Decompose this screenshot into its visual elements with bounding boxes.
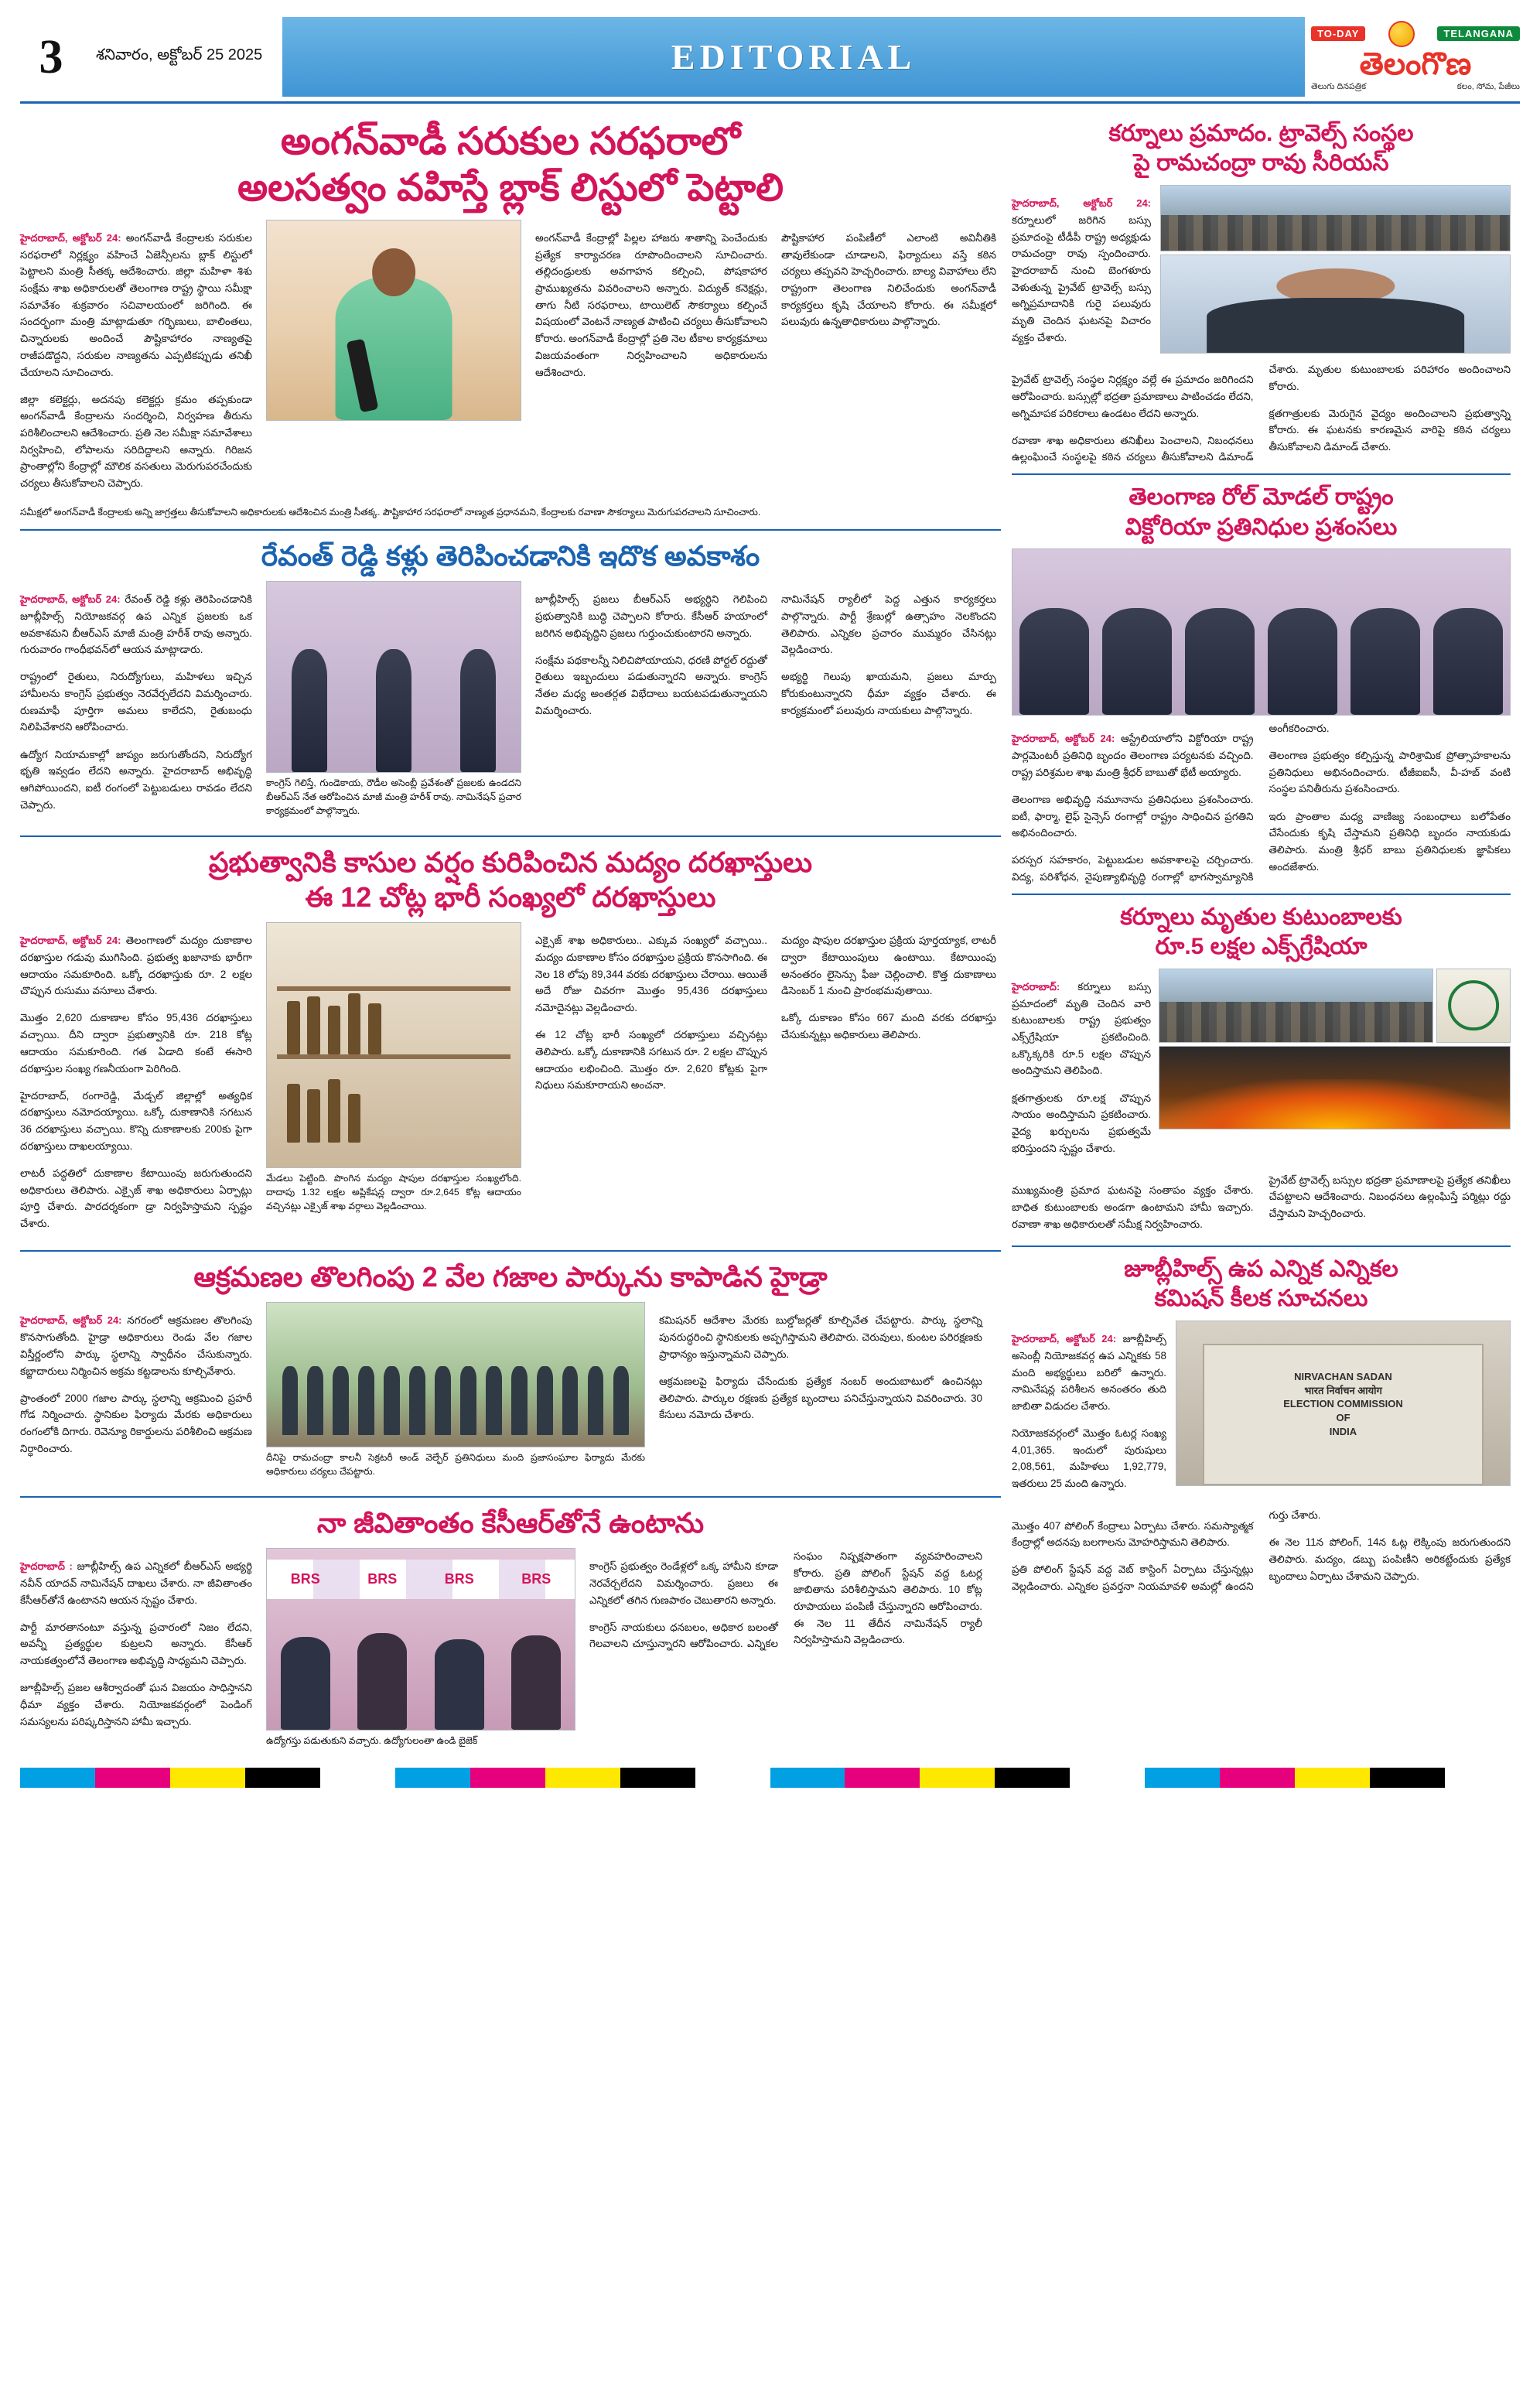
logo-sub-left: తెలుగు దినపత్రిక: [1311, 81, 1367, 91]
brs-banner-label: BRS: [290, 1571, 320, 1587]
article-liquor-body-8: ఒక్కో దుకాణం కోసం 667 మంది వరకు దరఖాస్తు చేసుకున్నట్లు అధికారులు తెలిపారు.: [781, 1012, 996, 1041]
article-victoria-body-3: పరస్పర సహకారం, పెట్టుబడుల అవకాశాలపై చర్చించారు. విద్య, పరిశోధన, నైపుణ్యాభివృద్ధి రంగాల్లో భాగస్వామ్యానికి అంగీకరించారు.: [1012, 722, 1330, 883]
headline-line-2: ఈ 12 చోట్ల భారీ సంఖ్యలో దరఖాస్తులు: [305, 880, 716, 913]
section-title: EDITORIAL: [671, 37, 917, 77]
brs-banner-label: BRS: [521, 1571, 551, 1587]
article-kurnool-body-1: [1012, 195, 1151, 346]
article-kurnool-accident: [1012, 119, 1511, 466]
article-victoria-headline: [1012, 483, 1511, 542]
eci-sign-line-2: भारत निर्वाचन आयोग: [1304, 1384, 1382, 1396]
article-hydra-caption: దీనిపై రామచంద్రా కాలనీ సెక్రటరీ అండ్ వెల్ఫేర్ ప్రతినిధులు మంది ప్రజాసంఘాల ఫిర్యాదు మేరకు అధికారులు చర్యలు చేపట్టారు.: [266, 1452, 645, 1478]
article-liquor-body-5: ఎక్సైజ్ శాఖ అధికారులు.. ఎక్కువ సంఖ్యలో వచ్చాయి.. మద్యం దుకాణాల కోసం దరఖాస్తుల ప్రక్రియ కొనసాగింది. ఈ నెల 18 లోపు 89,344 వరకు దరఖాస్తులు చేరాయి. ఆయితే అదే రోజు చివరగా మొత్తం 95,436 దరఖాస్తులు నమోదైనట్లు వెల్లడించారు.: [535, 935, 767, 1014]
article-revanth-body-7: అభ్యర్థి గెలుపు ఖాయమని, ప్రజలు మార్పు కోరుకుంటున్నారని ధీమా వ్యక్తం చేశారు. ఈ కార్యక్రమంలో పలువురు నాయకులు పాల్గొన్నారు.: [781, 671, 996, 716]
article-revanth-body-2: రాష్ట్రంలో రైతులు, నిరుద్యోగులు, మహిళలు ఇచ్చిన హామీలను కాంగ్రెస్ ప్రభుత్వం నెరవేర్చలేదని విమర్శించారు. రుణమాఫీ పూర్తిగా అమలు కాలేదని, రైతుబంధు నిలిపివేశారని ఆరోపించారు.: [20, 671, 252, 733]
article-eci-body-5: ఈ నెల 11న పోలింగ్, 14న ఓట్ల లెక్కింపు జరుగుతుందని తెలిపారు. మద్యం, డబ్బు పంపిణీని అరికట్టేందుకు ప్రత్యేక బృందాలు ఏర్పాటు చేశామని చెప్పారు.: [1269, 1536, 1511, 1582]
article-kcr-photo: [266, 1548, 575, 1731]
article-liquor-photo: [266, 922, 521, 1168]
article-liquor-body-2: మొత్తం 2,620 దుకాణాల కోసం 95,436 దరఖాస్తులు వచ్చాయి. దీని ద్వారా ప్రభుత్వానికి రూ. 218 కోట్ల ఆదాయం సమకూరింది. గత ఏడాది కంటే ఈసారి దరఖాస్తుల సంఖ్య గణనీయంగా పెరిగింది.: [20, 1012, 252, 1075]
article-revanth-body-1: [20, 591, 252, 658]
eci-sign-line-4: OF: [1336, 1411, 1350, 1423]
article-victoria-photo: [1012, 548, 1511, 716]
article-kcr-caption: ఉద్యోగస్తు పడుతుకుని వచ్చారు. ఉద్యోగులంతా ఉండి బైజెక్: [266, 1734, 478, 1746]
headline-line-1: కర్నూలు ప్రమాదం. ట్రావెల్స్ సంస్థల: [1108, 121, 1414, 146]
logo-wordmark: తెలంగొణ: [1359, 46, 1472, 81]
article-exgratia-body-2: క్షతగాత్రులకు రూ.లక్ష చొప్పున సాయం అందిస్తామని ప్రకటించారు. వైద్య ఖర్చులను ప్రభుత్వమే భరిస్తుందని స్పష్టం చేశారు.: [1012, 1092, 1151, 1154]
dateline: హైదరాబాద్, అక్టోబర్ 24:: [1012, 197, 1151, 210]
article-hydra-body-3: కమిషనర్ ఆదేశాల మేరకు బుల్డోజర్లతో కూల్చివేత చేపట్టారు. పార్కు స్థలాన్ని పునరుద్ధరించి స్థానికులకు అప్పగిస్తామని తెలిపారు. చెరువులు, కుంటల పరిరక్షణకు ప్రాధాన్యం ఇస్తున్నామని చెప్పారు.: [659, 1314, 982, 1360]
headline-line-2: అలసత్వం వహిస్తే బ్లాక్ లిస్టులో పెట్టాలి: [237, 166, 784, 209]
article-revanth-body-3: ఉద్యోగ నియామకాల్లో జాప్యం జరుగుతోందని, నిరుద్యోగ భృతి ఇవ్వడం లేదని అన్నారు. హైదరాబాద్ అభివృద్ధి ఆగిపోయిందని, ఐటీ రంగంలో పెట్టుబడులు రావడం లేదని చెప్పారు.: [20, 748, 252, 811]
headline-line-2: రూ.5 లక్షల ఎక్స్‌గ్రేషియా: [1155, 934, 1368, 960]
article-victoria: [1012, 483, 1511, 886]
date-line: శనివారం, అక్టోబర్ 25 2025: [96, 46, 263, 63]
article-liquor-body-3: హైదరాబాద్, రంగారెడ్డి, మేడ్చల్ జిల్లాల్లో అత్యధిక దరఖాస్తులు నమోదయ్యాయి. ఒక్కో దుకాణానికి సగటున 36 దరఖాస్తులు వచ్చాయి. కొన్ని దుకాణాలకు 200కు పైగా దరఖాస్తులు దాఖలయ్యాయి.: [20, 1089, 252, 1152]
article-anganwadi-caption: సమీక్షలో అంగన్‌వాడీ కేంద్రాలకు అన్ని జాగ్రత్తలు తీసుకోవాలని అధికారులకు ఆదేశించిన మంత్రి సీతక్క. పౌష్టికాహార సరఫరాలో నాణ్యత ప్రధానమని, కేంద్రాలకు రవాణా సౌకర్యాలు మెరుగుపరచాలని సూచించారు.: [20, 507, 761, 518]
article-victoria-body-1: [1012, 730, 1254, 781]
article-hydra-headline: ఆక్రమణల తొలగింపు 2 వేల గజాల పార్కును కాపాడిన హైడ్రా: [193, 1261, 828, 1293]
article-revanth-body-6: నామినేషన్ ర్యాలీలో పెద్ద ఎత్తున కార్యకర్తలు పాల్గొన్నారు. పార్టీ శ్రేణుల్లో ఉత్సాహం నెలకొందని తెలిపారు. ఎన్నికల ప్రచారం ముమ్మరం చేసినట్లు వెల్లడించారు.: [781, 593, 996, 656]
article-kurnool-photo-portrait: [1160, 255, 1511, 354]
body-text: కర్నూలులో జరిగిన బస్సు ప్రమాదంపై టీడీపీ రాష్ట్ర అధ్యక్షుడు రామచంద్రా రావు స్పందించారు. హైదరాబాద్ నుంచి బెంగళూరు వెళుతున్న ప్రైవేట్ ట్రావెల్స్ బస్సు అగ్నిప్రమాదానికి గురై పలువురు మృతి చెందిన ఘటనపై విచారం వ్యక్తం చేశారు.: [1012, 214, 1151, 343]
headline-line-1: ప్రభుత్వానికి కాసుల వర్షం కురిపించిన మద్యం దరఖాస్తులు: [208, 846, 813, 878]
eci-sign-line-1: NIRVACHAN SADAN: [1294, 1371, 1392, 1383]
dateline: హైదరాబాద్, అక్టోబర్ 24:: [20, 935, 121, 947]
article-kcr: [20, 1505, 1001, 1757]
article-exgratia-body-1: [1012, 979, 1151, 1079]
headline-line-2: కమిషన్ కీలక సూచనలు: [1154, 1286, 1368, 1312]
article-kurnool-headline: [1012, 119, 1511, 179]
article-exgratia-body-3: ముఖ్యమంత్రి ప్రమాద ఘటనపై సంతాపం వ్యక్తం చేశారు. బాధిత కుటుంబాలకు అండగా ఉంటామని హామీ ఇచ్చారు. రవాణా శాఖ అధికారులతో సమీక్ష నిర్వహించారు.: [1012, 1184, 1254, 1230]
article-hydra-body-4: ఆక్రమణలపై ఫిర్యాదు చేసేందుకు ప్రత్యేక నంబర్ అందుబాటులో ఉంచినట్లు తెలిపారు. పార్కుల రక్షణకు ప్రత్యేక బృందాలు పనిచేస్తున్నాయని వివరించారు. 30 కేసులు నమోదు చేశారు.: [659, 1375, 982, 1421]
article-kcr-body-4: కాంగ్రెస్ ప్రభుత్వం రెండేళ్లలో ఒక్క హామీని కూడా నెరవేర్చలేదని విమర్శించారు. ప్రజలు ఈ ఎన్నికలో తగిన గుణపాఠం చెబుతారని అన్నారు.: [589, 1560, 778, 1606]
body-text: కర్నూలు బస్సు ప్రమాదంలో మృతి చెందిన వారి కుటుంబాలకు రాష్ట్ర ప్రభుత్వం ఎక్స్‌గ్రేషియా ప్రకటించింది. ఒక్కొక్కరికి రూ.5 లక్షల చొప్పున అందిస్తామని తెలిపింది.: [1012, 980, 1151, 1077]
globe-icon: [1388, 21, 1415, 47]
right-column: [1012, 116, 1511, 1757]
body-text: తెలంగాణలో మద్యం దుకాణాల దరఖాస్తుల గడువు ముగిసింది. ప్రభుత్వ ఖజానాకు భారీగా ఆదాయం సమకూరింది. ఒక్కో దరఖాస్తుకు రూ. 2 లక్షల చొప్పున రుసుము వసూలు చేశారు.: [20, 935, 252, 997]
article-kurnool-body-3: రవాణా శాఖ అధికారులు తనిఖీలు పెంచాలని, నిబంధనలు ఉల్లంఘించే సంస్థలపై కఠిన చర్యలు తీసుకోవాలని డిమాండ్ చేశారు. మృతుల కుటుంబాలకు పరిహారం అందించాలని కోరారు.: [1012, 363, 1511, 463]
article-kcr-body-5: కాంగ్రెస్ నాయకులు ధనబలం, అధికార బలంతో గెలవాలని చూస్తున్నారని ఆరోపించారు. ఎన్నికల సంఘం నిష్పక్షపాతంగా వ్యవహరించాలని కోరారు. ప్రతి పోలింగ్ స్టేషన్ వద్ద ఓటర్ల జాబితాను పరిశీలిస్తామని తెలిపారు. 10 కోట్ల రూపాయలు పంపిణీ చేస్తున్నారని ఆరోపించారు. ఈ నెల 11 తేదీన నామినేషన్ ర్యాలీ నిర్వహిస్తామని వెల్లడించారు.: [589, 1550, 982, 1650]
body-text: నగరంలో ఆక్రమణల తొలగింపు కొనసాగుతోంది. హైడ్రా అధికారులు రెండు వేల గజాల విస్తీర్ణంలోని పార్కు స్థలాన్ని స్వాధీనం చేసుకున్నారు. కబ్జాదారులు నిర్మించిన అక్రమ కట్టడాలను కూల్చివేశారు.: [20, 1314, 252, 1377]
article-liquor-caption: మేడలు పెట్టింది. పొంగిన మద్యం షాపుల దరఖాస్తుల సంఖ్యలోంది. దాదాపు 1.32 లక్షల అప్లికేషన్ల ద్వారా రూ.2,645 కోట్ల ఆదాయం వచ్చినట్లు ఎక్సైజ్ శాఖ వర్గాలు వెల్లడించాయి.: [266, 1172, 521, 1212]
article-kcr-body-1: [20, 1558, 252, 1608]
article-exgratia-photo-fire: [1159, 1046, 1511, 1129]
body-text: ఆస్ట్రేలియాలోని విక్టోరియా రాష్ట్ర పార్లమెంటరీ ప్రతినిధి బృందం తెలంగాణ పర్యటనకు వచ్చింది. రాష్ట్ర పరిశ్రమల శాఖ మంత్రి శ్రీధర్ బాబుతో భేటీ అయ్యారు.: [1012, 733, 1254, 778]
article-revanth: [20, 538, 1001, 828]
article-kcr-headline: నా జీవితాంతం కేసీఆర్‌తోనే ఉంటాను: [316, 1506, 705, 1539]
photo-delegation-group: [1012, 549, 1510, 715]
photo-government-emblem: [1437, 969, 1510, 1042]
article-exgratia-headline: [1012, 903, 1511, 962]
brs-banner-label: BRS: [367, 1571, 398, 1587]
article-eci-body-3: మొత్తం 407 పోలింగ్ కేంద్రాలు ఏర్పాటు చేశారు. సమస్యాత్మక కేంద్రాల్లో అదనపు బలగాలను మోహరిస్తామని తెలిపారు.: [1012, 1519, 1254, 1549]
article-liquor: [20, 845, 1001, 1242]
article-revanth-body-5: సంక్షేమ పథకాలన్నీ నిలిచిపోయాయని, ధరణి పోర్టల్ రద్దుతో రైతులు ఇబ్బందులు పడుతున్నారని అన్నారు. కాంగ్రెస్ నేతల మధ్య అంతర్గత విభేదాలు బయటపడుతున్నాయని విమర్శించారు.: [535, 654, 767, 716]
logo-tag-today: TO-DAY: [1311, 26, 1365, 41]
article-liquor-headline: [20, 845, 1001, 914]
article-liquor-body-4: లాటరీ పద్ధతిలో దుకాణాల కేటాయింపు జరుగుతుందని అధికారులు తెలిపారు. ఎక్సైజ్ శాఖ అధికారులు ఏర్పాట్లు పూర్తి చేశారు. పారదర్శకంగా డ్రా నిర్వహిస్తామని స్పష్టం చేశారు.: [20, 1167, 252, 1229]
article-exgratia-body-4: ప్రైవేట్ ట్రావెల్స్ బస్సుల భద్రతా ప్రమాణాలపై ప్రత్యేక తనిఖీలు చేపట్టాలని ఆదేశించారు. నిబంధనలు ఉల్లంఘిస్తే పర్మిట్లు రద్దు చేస్తామని హెచ్చరించారు.: [1269, 1174, 1511, 1220]
print-registration-bar: [20, 1768, 1520, 1788]
article-kcr-body-2: పార్టీ మారతానంటూ వస్తున్న ప్రచారంలో నిజం లేదని, అవన్నీ ప్రత్యర్థుల కుట్రలని అన్నారు. కేసీఆర్ నాయకత్వంలోనే తెలంగాణ అభివృద్ధి సాధ్యమని చెప్పారు.: [20, 1621, 252, 1667]
body-text: జూబ్లీహిల్స్ ఉప ఎన్నికలో బీఆర్ఎస్ అభ్యర్థి నవీన్ యాదవ్ నామినేషన్ దాఖలు చేశారు. నా జీవితాంతం కేసీఆర్‌తోనే ఉంటానని ఆయన స్పష్టం చేశారు.: [20, 1560, 253, 1606]
photo-leader-portrait: [1161, 255, 1510, 353]
article-revanth-body-4: జూబ్లీహిల్స్ ప్రజలు బీఆర్ఎస్ అభ్యర్థిని గెలిపించి ప్రభుత్వానికి బుద్ధి చెప్పాలని కోరారు. కేసీఆర్ హయాంలో జరిగిన అభివృద్ధిని ప్రజలు గుర్తుంచుకుంటారని అన్నారు.: [535, 593, 767, 639]
eci-sign-line-5: INDIA: [1329, 1425, 1357, 1437]
article-eci-body-1: [1012, 1331, 1166, 1415]
article-kcr-body-3: జూబ్లీహిల్స్ ప్రజల ఆశీర్వాదంతో ఘన విజయం సాధిస్తానని ధీమా వ్యక్తం చేశారు. నియోజకవర్గంలో పెండింగ్ సమస్యలను పరిష్కరిస్తానని హామీ ఇచ్చారు.: [20, 1682, 252, 1727]
article-anganwadi-body-4: పౌష్టికాహార పంపిణీలో ఎలాంటి అవినీతికి తావులేకుండా చూడాలని, ఫిర్యాదులు వస్తే కఠిన చర్యలు తప్పవని హెచ్చరించారు. బాల్య వివాహాలు లేని రాష్ట్రంగా తెలంగాణ నిలిచేందుకు అంగన్‌వాడీ కార్యకర్తలు కృషి చేయాలని కోరారు. ఈ సమీక్షలో పలువురు ఉన్నతాధికారులు పాల్గొన్నారు.: [781, 231, 996, 328]
article-kurnool-body-2: ప్రైవేట్ ట్రావెల్స్ సంస్థల నిర్లక్ష్యం వల్లే ఈ ప్రమాదం జరిగిందని ఆరోపించారు. బస్సుల్లో భద్రతా ప్రమాణాలు పాటించడం లేదని, అగ్నిమాపక పరికరాలు ఉండటం లేదని అన్నారు.: [1012, 374, 1254, 419]
headline-line-1: జూబ్లీహిల్స్ ఉప ఎన్నిక ఎన్నికల: [1124, 1256, 1398, 1282]
photo-burnt-bus: [1159, 969, 1432, 1042]
article-anganwadi-photo: [266, 220, 521, 421]
logo-sub-right: కలం, సోమ, పేజీలు: [1456, 81, 1520, 91]
article-liquor-body-6: ఈ 12 చోట్ల భారీ సంఖ్యలో దరఖాస్తులు వచ్చినట్లు తెలిపారు. ఒక్కో దుకాణానికి సగటున రూ. 2 లక్షల చొప్పున ఆదాయం లభించింది. మొత్తం రూ. 2,620 కోట్లకు పైగా నిధులు సమకూరాయని అంచనా.: [535, 1029, 767, 1092]
article-anganwadi: [20, 119, 1001, 520]
logo-tag-telangana: TELANGANA: [1437, 26, 1520, 41]
photo-brs-press-meet: [267, 1549, 575, 1730]
body-text: రేవంత్ రెడ్డి కళ్లు తెరిపించడానికి జూబ్లీహిల్స్ నియోజకవర్గ ఉప ఎన్నిక ప్రజలకు ఒక అవకాశమని బీఆర్ఎస్ మాజీ మంత్రి హరీశ్ రావు అన్నారు. గురువారం గాంధీభవన్‌లో ఆయన మాట్లాడారు.: [20, 593, 252, 656]
article-eci: [1012, 1255, 1511, 1595]
article-exgratia: [1012, 903, 1511, 1238]
article-revanth-headline: రేవంత్ రెడ్డి కళ్లు తెరిపించడానికి ఇదొక అవకాశం: [261, 539, 760, 572]
article-liquor-body-7: మద్యం షాపుల దరఖాస్తుల ప్రక్రియ పూర్తయ్యాక, లాటరీ ద్వారా కేటాయింపులు ఉంటాయి. కేటాయింపు అనంతరం లైసెన్సు ఫీజు చెల్లించాలి. కొత్త దుకాణాలు డిసెంబర్ 1 నుంచి ప్రారంభమవుతాయి.: [781, 935, 996, 997]
article-hydra-photo: [266, 1302, 645, 1447]
article-victoria-body-4: తెలంగాణ ప్రభుత్వం కల్పిస్తున్న పారిశ్రామిక ప్రోత్సాహకాలను ప్రతినిధులు అభినందించారు. టీజీఐఐసీ, వీ-హబ్ వంటి సంస్థల పనితీరును ప్రశంసించారు.: [1269, 750, 1511, 795]
article-victoria-body-2: తెలంగాణ అభివృద్ధి నమూనాను ప్రతినిధులు ప్రశంసించారు. ఐటీ, ఫార్మా, లైఫ్ సైన్సెస్ రంగాల్లో రాష్ట్రం సాధించిన ప్రగతిని అభినందించారు.: [1012, 793, 1254, 839]
article-revanth-photo: [266, 581, 521, 773]
article-hydra-body-2: ప్రాంతంలో 2000 గజాల పార్కు స్థలాన్ని ఆక్రమించి ప్రహరీ గోడ నిర్మించారు. స్థానికుల ఫిర్యాదు మేరకు అధికారులు రంగంలోకి దిగారు. రెవెన్యూ రికార్డులను పరిశీలించి ఆక్రమణ నిర్ధారించారు.: [20, 1392, 252, 1454]
article-victoria-body-5: ఇరు ప్రాంతాల మధ్య వాణిజ్య సంబంధాలు బలోపేతం చేసేందుకు కృషి చేస్తామని ప్రతినిధి బృందం నాయకుడు తెలిపారు. మంత్రి శ్రీధర్ బాబు ప్రతినిధులకు జ్ఞాపికలు అందజేశారు.: [1269, 810, 1511, 873]
headline-line-1: అంగన్‌వాడీ సరుకుల సరఫరాలో: [280, 121, 741, 162]
left-column: [20, 116, 1001, 1757]
page-number: 3: [39, 30, 63, 84]
newspaper-logo: [1311, 17, 1520, 97]
article-anganwadi-body-2: జిల్లా కలెక్టర్లు, అదనపు కలెక్టర్లు క్రమం తప్పకుండా అంగన్‌వాడీ కేంద్రాలను సందర్శించి, నిర్వహణ తీరును పరిశీలించాలని ఆదేశించారు. ప్రతి నెల సమీక్షా సమావేశాలు నిర్వహించి, లోపాలను సరిదిద్దాలని అన్నారు. గిరిజన ప్రాంతాల్లోని కేంద్రాల్లో మౌలిక వసతులు మెరుగుపరచేందుకు చర్యలు తీసుకోవాలని చెప్పారు.: [20, 393, 252, 490]
article-hydra: [20, 1259, 1001, 1488]
article-anganwadi-body-3: అంగన్‌వాడీ కేంద్రాల్లో పిల్లల హాజరు శాతాన్ని పెంచేందుకు ప్రత్యేక కార్యాచరణ రూపొందించాలని సూచించారు. తల్లిదండ్రులకు అవగాహన కల్పించి, పోషకాహార ప్రాముఖ్యతను వివరించాలని అన్నారు. విద్యుత్ కనెక్షన్లు, తాగు నీటి సరఫరాలు, టాయిలెట్ సౌకర్యాలు కల్పించే విషయంలో వెంటనే నాణ్యత పాటించి చర్యలు తీసుకోవాలని కోరారు. అంగన్‌వాడీ కేంద్రాల్లో ప్రతి నెల టీకాల కార్యక్రమాలు విజయవంతంగా నిర్వహించాలని అధికారులను ఆదేశించారు.: [535, 231, 767, 378]
article-revanth-caption: కాంగ్రెస్ గెలిస్తే, గుండెకాయ, రౌడీల అసెంబ్లీ ప్రవేశంతో ప్రజలకు ఉండదని బీఆర్ఎస్ నేత ఆరోపించిన మాజీ మంత్రి హరీశ్ రావు. నామినేషన్ ప్రచార కార్యక్రమంలో పాల్గొన్నారు.: [266, 777, 521, 817]
photo-accident-crowd: [1161, 186, 1510, 251]
dateline: హైదరాబాద్:: [1012, 980, 1060, 993]
article-eci-body-4: ప్రతి పోలింగ్ స్టేషన్ వద్ద వెబ్ కాస్టింగ్ ఏర్పాటు చేస్తున్నట్లు వెల్లడించారు. ఎన్నికల ప్రవర్తనా నియమావళి అమల్లో ఉందని గుర్తు చేశారు.: [1012, 1509, 1321, 1593]
headline-line-1: తెలంగాణ రోల్ మోడల్ రాష్ట్రం: [1129, 484, 1394, 511]
article-exgratia-photo-emblem: [1436, 969, 1511, 1043]
article-eci-headline: [1012, 1255, 1511, 1314]
headline-line-2: విక్టోరియా ప్రతినిధుల ప్రశంసలు: [1125, 514, 1398, 540]
dateline: హైదరాబాద్, అక్టోబర్ 24:: [20, 593, 121, 606]
article-liquor-body-1: [20, 932, 252, 999]
article-kurnool-body-4: క్షతగాత్రులకు మెరుగైన వైద్యం అందించాలని ప్రభుత్వాన్ని కోరారు. ఈ ఘటనకు కారణమైన వారిపై కఠిన చర్యలు తీసుకోవాలని డిమాండ్ చేశారు.: [1269, 407, 1511, 453]
eci-sign-line-3: ELECTION COMMISSION: [1283, 1398, 1403, 1410]
photo-officials-group: [267, 1303, 644, 1447]
article-hydra-body-1: [20, 1312, 252, 1379]
body-text: అంగన్‌వాడీ కేంద్రాలకు సరుకుల సరఫరాలో నిర్లక్ష్యం వహించే ఏజెన్సీలను బ్లాక్ లిస్టులో పెట్టాలని మంత్రి సీతక్క ఆదేశించారు. జిల్లా మహిళా శిశు సంక్షేమ శాఖ అధికారులతో తెలంగాణ రాష్ట్ర స్థాయి సమీక్షా సమావేశం శుక్రవారం సచివాలయంలో జరిగింది. ఈ సందర్భంగా మంత్రి మాట్లాడుతూ గర్భిణులు, బాలింతలు, చిన్నారులకు అందించే పౌష్టికాహారం నాణ్యతపై రాజీపడొద్దని, సరుకుల నాణ్యతను ఎప్పటికప్పుడు తనిఖీ చేయాలని సూచించారు.: [20, 231, 252, 378]
article-eci-body-2: నియోజకవర్గంలో మొత్తం ఓటర్ల సంఖ్య 4,01,365. ఇందులో పురుషులు 2,08,561, మహిళలు 1,92,779, ఇతరులు 25 మంది ఉన్నారు.: [1012, 1427, 1166, 1490]
headline-line-1: కర్నూలు మృతుల కుటుంబాలకు: [1120, 904, 1402, 930]
body-text: జూబ్లీహిల్స్ అసెంబ్లీ నియోజకవర్గ ఉప ఎన్నికకు 58 మంది అభ్యర్థులు బరిలో ఉన్నారు. నామినేషన్ల పరిశీలన అనంతరం తుది జాబితా విడుదల చేశారు.: [1012, 1333, 1166, 1412]
article-exgratia-photo-bus: [1159, 969, 1433, 1043]
article-kurnool-photo-crowd: [1160, 185, 1511, 251]
photo-speaker-at-mic: [267, 582, 521, 772]
photo-press-conference: [267, 220, 521, 420]
section-banner: [282, 17, 1305, 97]
article-anganwadi-headline: [20, 119, 1001, 212]
photo-liquor-shop: [267, 923, 521, 1167]
dateline: హైదరాబాద్, అక్టోబర్ 24:: [1012, 1333, 1117, 1345]
dateline: హైదరాబాద్ :: [20, 1560, 73, 1573]
dateline: హైదరాబాద్, అక్టోబర్ 24:: [20, 231, 121, 244]
article-anganwadi-body-1: [20, 230, 252, 381]
dateline: హైదరాబాద్, అక్టోబర్ 24:: [1012, 733, 1115, 745]
masthead: [20, 17, 1520, 104]
brs-banner-label: BRS: [444, 1571, 474, 1587]
photo-bus-fire: [1159, 1047, 1510, 1129]
dateline: హైదరాబాద్, అక్టోబర్ 24:: [20, 1314, 122, 1327]
headline-line-2: పై రామచంద్రా రావు సీరియస్: [1133, 150, 1389, 176]
article-eci-photo: [1176, 1321, 1511, 1486]
photo-election-commission-building: [1176, 1321, 1510, 1485]
